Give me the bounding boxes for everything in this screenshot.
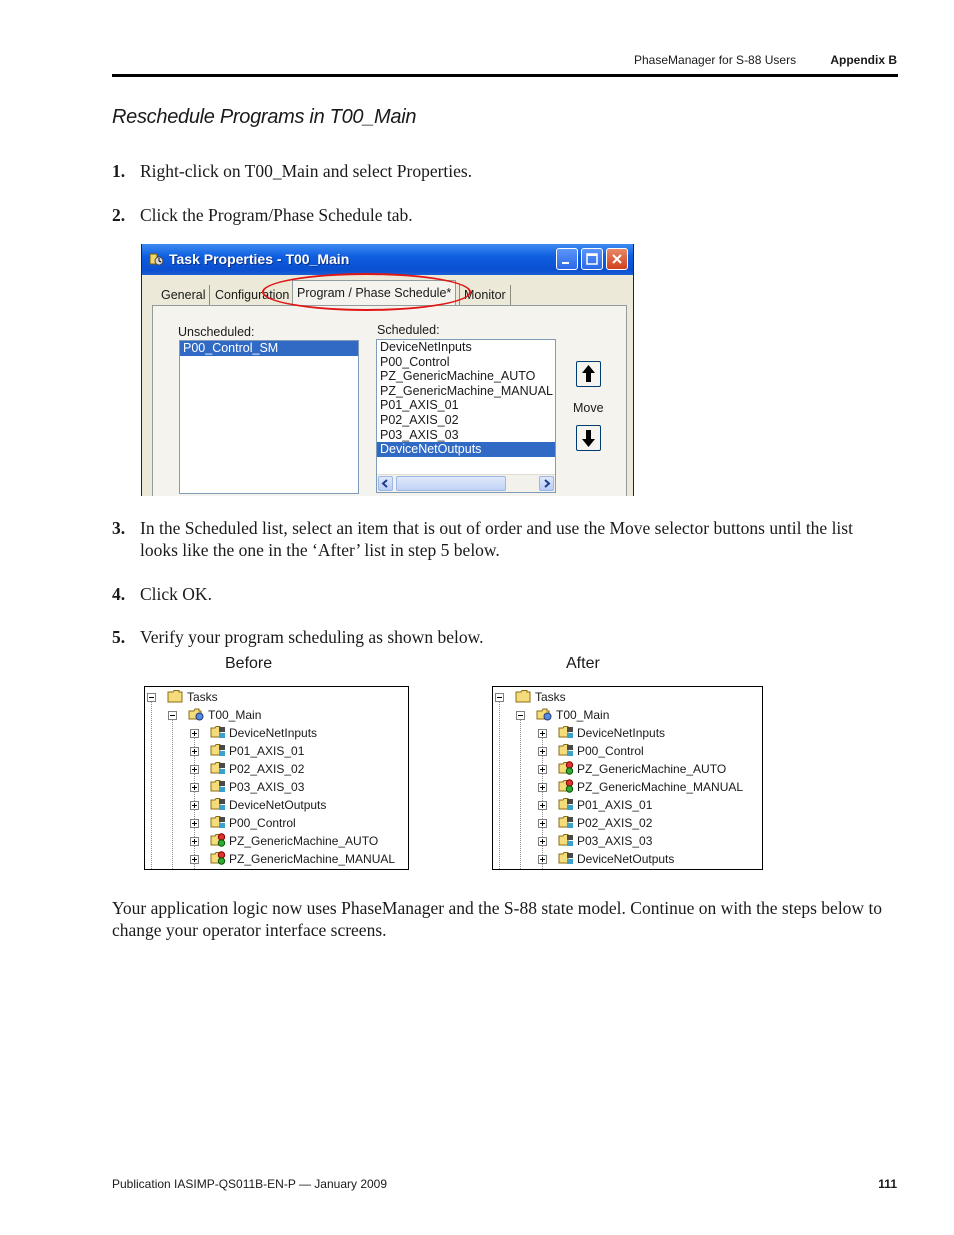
tree-node-label: DeviceNetInputs [577,726,666,740]
after-caption: After [566,655,600,672]
program-icon [558,833,574,847]
tree-node-label: DeviceNetOutputs [229,798,327,812]
tree-node-tasks[interactable] [147,688,387,706]
tree-node-program[interactable] [538,832,758,850]
page-number: 111 [878,1177,897,1191]
list-item[interactable]: PZ_GenericMachine_MANUAL [380,383,553,398]
tree-line [520,717,521,870]
tree-node-label: P02_AXIS_02 [577,816,653,830]
list-item[interactable]: PZ_GenericMachine_AUTO [380,369,536,384]
program-icon [210,743,226,757]
expand-icon[interactable] [538,747,547,756]
program-icon [558,743,574,757]
collapse-icon[interactable] [147,693,156,702]
step-text: In the Scheduled list, select an item that is out of order and use the Move selector buttons until the list looks like the one in the ‘After’ list in step 5 below. [140,518,853,560]
unscheduled-list[interactable] [179,340,359,494]
tree-node-label: P00_Control [229,816,296,830]
step-2 [112,204,882,226]
before-caption: Before [225,655,273,672]
running-header-title: PhaseManager for S-88 Users [634,53,797,67]
tree-node-task[interactable] [516,706,746,724]
tree-line [499,699,500,870]
tree-node-program[interactable] [190,742,409,760]
tree-node-label: DeviceNetInputs [229,726,318,740]
task-icon [148,251,164,267]
dialog-titlebar[interactable] [142,244,633,275]
before-task-tree [144,686,409,870]
step-text: Click the Program/Phase Schedule tab. [140,205,413,225]
folder-icon [167,689,183,703]
collapse-icon[interactable] [168,711,177,720]
tree-node-label: Tasks [535,690,566,704]
step-3 [112,517,882,561]
step-5 [112,626,882,648]
move-up-button[interactable] [576,361,601,387]
tree-line [151,699,152,870]
step-number: 3. [112,518,126,538]
tree-node-program[interactable] [190,832,409,850]
highlight-oval [262,273,471,311]
expand-icon[interactable] [190,819,199,828]
tree-node-program[interactable] [538,760,758,778]
tree-node-program[interactable] [538,796,758,814]
tree-node-program[interactable] [538,850,758,868]
tree-node-program[interactable] [538,814,758,832]
collapse-icon[interactable] [495,693,504,702]
expand-icon[interactable] [190,747,199,756]
scroll-left-button[interactable] [378,476,393,491]
program-icon [558,851,574,865]
minimize-icon [560,252,574,266]
expand-icon[interactable] [190,801,199,810]
tree-node-label: P01_AXIS_01 [577,798,653,812]
after-task-tree [492,686,763,870]
tree-node-label: PZ_GenericMachine_MANUAL [229,852,396,866]
dialog-title: Task Properties - T00_Main [169,251,350,267]
expand-icon[interactable] [190,855,199,864]
expand-icon[interactable] [538,819,547,828]
expand-icon[interactable] [190,729,199,738]
expand-icon[interactable] [538,729,547,738]
chevron-left-icon [379,477,392,490]
tree-node-label: PZ_GenericMachine_MANUAL [577,780,744,794]
program-icon [210,797,226,811]
maximize-button[interactable] [581,248,603,270]
tree-node-label: DeviceNetOutputs [577,852,675,866]
tree-node-label: P00_Control [577,744,644,758]
running-header-appendix: Appendix B [830,53,897,67]
tree-node-program[interactable] [190,760,409,778]
list-item[interactable]: DeviceNetInputs [380,340,472,354]
tab-general[interactable]: General [157,285,210,305]
close-icon [610,252,624,266]
tab-monitor[interactable]: Monitor [459,285,511,305]
step-number: 2. [112,205,126,225]
program-icon [210,725,226,739]
closing-paragraph: Your application logic now uses PhaseManager and the S-88 state model. Continue on with the steps below to change your operator interface screens. [112,898,883,940]
tree-node-label: T00_Main [556,708,610,722]
tree-node-label: P01_AXIS_01 [229,744,305,758]
tree-node-tasks[interactable] [495,688,735,706]
close-button[interactable] [606,248,628,270]
scheduled-list[interactable] [376,339,556,493]
list-item[interactable]: P03_AXIS_03 [380,427,459,442]
task-icon [536,707,552,721]
phase-icon [210,833,226,847]
step-number: 5. [112,627,126,647]
scheduled-label: Scheduled: [377,323,440,337]
tab-program-phase-schedule[interactable]: Program / Phase Schedule* [292,280,456,306]
program-icon [210,761,226,775]
expand-icon[interactable] [190,837,199,846]
tree-node-program[interactable] [190,796,409,814]
list-item[interactable]: P01_AXIS_01 [380,398,459,413]
tree-node-label: T00_Main [208,708,262,722]
expand-icon[interactable] [538,765,547,774]
scheduled-items [377,340,555,457]
scroll-right-button[interactable] [539,476,554,491]
minimize-button[interactable] [556,248,578,270]
tree-node-label: P03_AXIS_03 [577,834,653,848]
phase-icon [558,761,574,775]
tree-node-program[interactable] [190,724,409,742]
expand-icon[interactable] [190,765,199,774]
phase-icon [210,851,226,865]
tree-node-task[interactable] [168,706,398,724]
tree-line [172,717,173,870]
list-item[interactable]: P00_Control_SM [180,341,358,356]
step-text: Right-click on T00_Main and select Properties. [140,161,473,181]
arrow-down-icon [577,426,600,450]
program-icon [558,815,574,829]
maximize-icon [585,252,599,266]
tree-node-label: PZ_GenericMachine_AUTO [577,762,727,776]
tab-configuration[interactable]: Configuration [211,285,294,305]
tree-node-program[interactable] [190,778,409,796]
step-text: Click OK. [140,584,212,604]
program-icon [558,725,574,739]
chevron-right-icon [540,477,553,490]
section-title: Reschedule Programs in T00_Main [112,106,417,128]
tree-node-program[interactable] [538,742,758,760]
list-item[interactable]: P00_Control [380,354,450,369]
footer-publication: Publication IASIMP-QS011B-EN-P — January 2009 [112,1177,388,1191]
scroll-thumb[interactable] [396,476,506,491]
move-label: Move [573,401,604,415]
expand-icon[interactable] [538,801,547,810]
program-icon [210,815,226,829]
expand-icon[interactable] [538,783,547,792]
tree-node-label: Tasks [187,690,218,704]
tree-node-label: P02_AXIS_02 [229,762,305,776]
tree-node-label: P03_AXIS_03 [229,780,305,794]
step-1 [112,160,882,182]
expand-icon[interactable] [538,855,547,864]
tree-node-program[interactable] [538,724,758,742]
move-down-button[interactable] [576,425,601,451]
step-number: 1. [112,161,126,181]
folder-icon [515,689,531,703]
step-number: 4. [112,584,126,604]
list-item[interactable]: DeviceNetOutputs [377,442,555,457]
tree-node-label: PZ_GenericMachine_AUTO [229,834,379,848]
expand-icon[interactable] [190,783,199,792]
tree-node-program[interactable] [190,814,409,832]
program-icon [210,779,226,793]
collapse-icon[interactable] [516,711,525,720]
program-icon [558,797,574,811]
step-4 [112,583,882,605]
horizontal-scrollbar[interactable] [377,474,555,492]
tree-node-program[interactable] [538,778,758,796]
list-item[interactable]: P02_AXIS_02 [380,412,459,427]
tree-node-program[interactable] [190,850,409,868]
header-rule [112,74,898,77]
unscheduled-label: Unscheduled: [178,325,255,339]
arrow-up-icon [577,362,600,386]
schedule-tab-panel [152,305,627,496]
task-icon [188,707,204,721]
phase-icon [558,779,574,793]
expand-icon[interactable] [538,837,547,846]
step-text: Verify your program scheduling as shown below. [140,627,484,647]
